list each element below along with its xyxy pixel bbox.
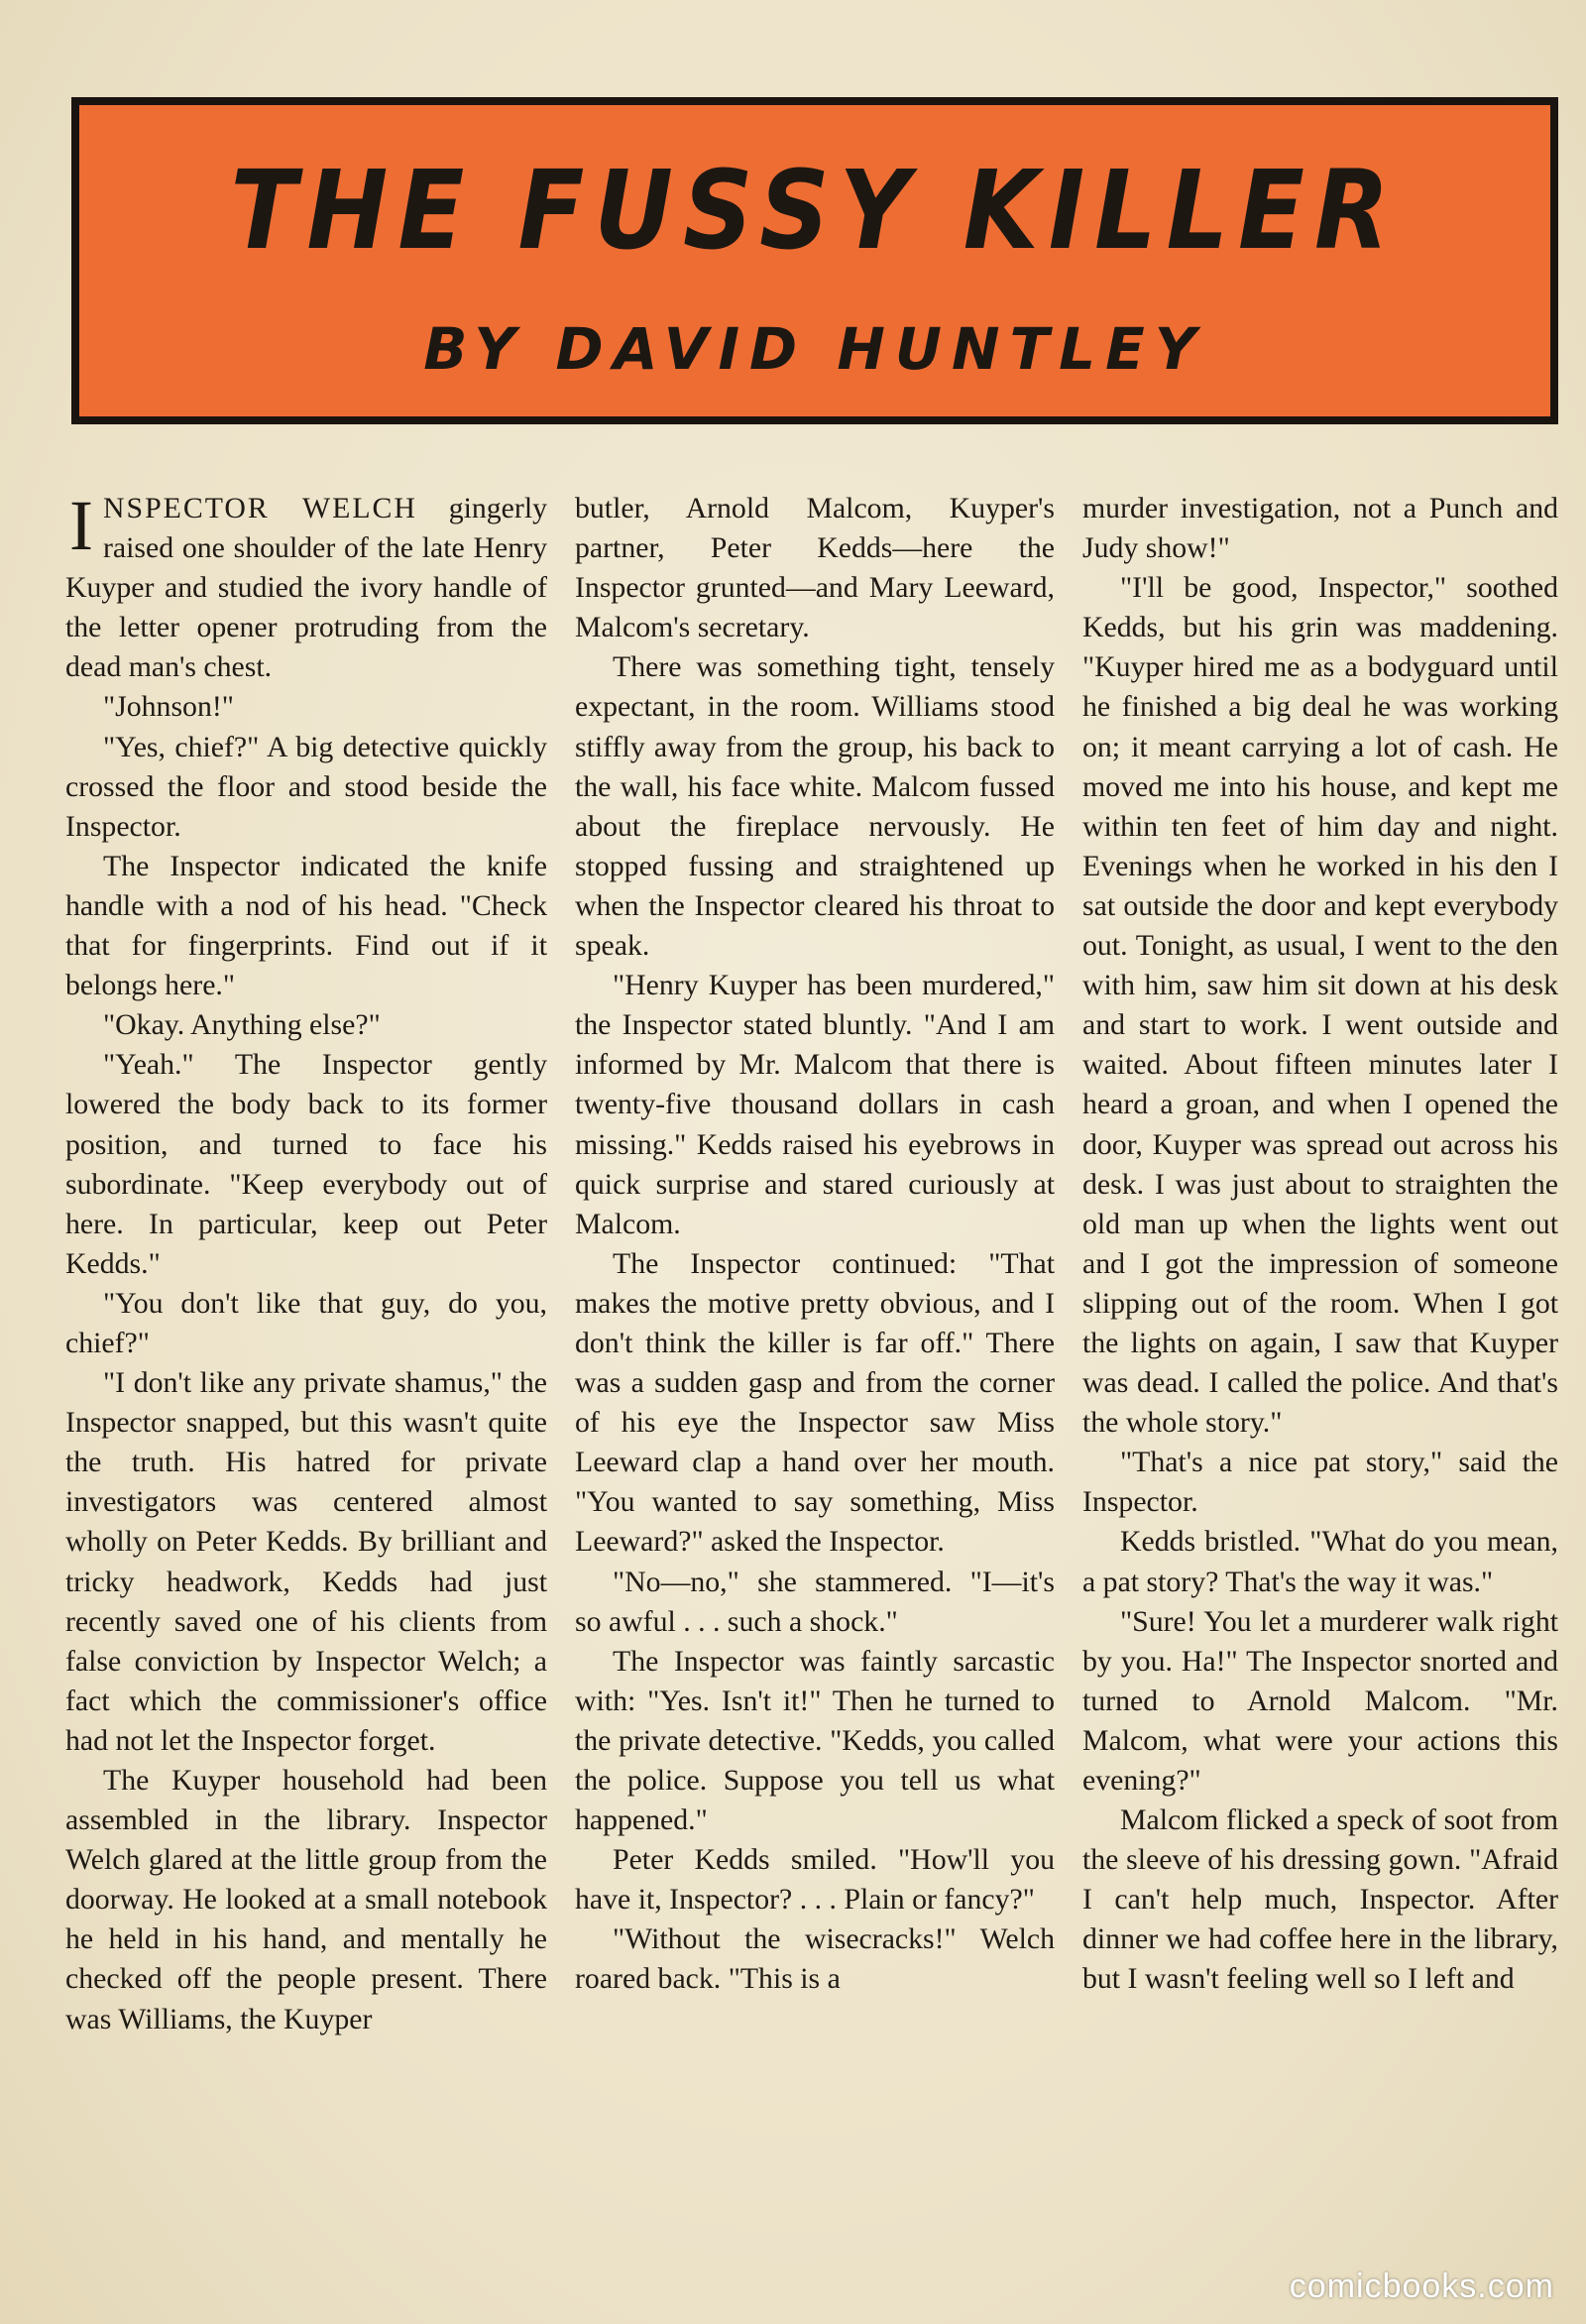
paragraph: "I don't like any private shamus," the Inspector snapped, but this wasn't quite the truth. His hatred for private investigators was centered almost wholly on Peter Kedds. By brilliant and tricky headwork, Kedds had just recently saved one of his clients from false conviction by Inspector Welch; a fact which the commissioner's office had not let the Inspector forget. <box>65 1366 547 1757</box>
paragraph: "Yes, chief?" A big detective quickly crossed the floor and stood beside the Inspector. <box>65 730 547 843</box>
paragraph: "No—no," she stammered. "I—it's so awful . . . such a shock." <box>575 1565 1055 1638</box>
opening-smallcaps: NSPECTOR WELCH <box>102 492 417 524</box>
text-column-1 <box>65 489 547 2175</box>
paragraph: "Without the wisecracks!" Welch roared back. "This is a <box>575 1922 1055 1996</box>
story-title: THE FUSSY KILLER <box>230 148 1400 275</box>
site-watermark: comicbooks.com <box>1289 2267 1554 2305</box>
paragraph: "Sure! You let a murderer walk right by you. Ha!" The Inspector snorted and turned to Arnold Malcom. "Mr. Malcom, what were your actions this evening?" <box>1082 1604 1558 1797</box>
text-column-2 <box>575 489 1055 2175</box>
paragraph: The Kuyper household had been assembled in the library. Inspector Welch glared at the little group from the doorway. He looked at a small notebook he held in his hand, and mentally he checked off the people present. There was Williams, the Kuyper <box>65 1764 547 2035</box>
paragraph: Malcom flicked a speck of soot from the sleeve of his dressing gown. "Afraid I can't help much, Inspector. After dinner we had coffee here in the library, but I wasn't feeling well so I left and <box>1082 1803 1558 1996</box>
continued-paragraph: murder investigation, not a Punch and Judy show!" <box>1082 492 1558 565</box>
paragraph: The Inspector was faintly sarcastic with: "Yes. Isn't it!" Then he turned to the private detective. "Kedds, you called the police. Suppose you tell us what happened." <box>575 1644 1055 1837</box>
paragraph: Kedds bristled. "What do you mean, a pat story? That's the way it was." <box>1082 1525 1558 1598</box>
paragraph: "I'll be good, Inspector," soothed Kedds, but his grin was maddening. "Kuyper hired me as a bodyguard until he finished a big deal he was working on; it meant carrying a lot of cash. He moved me into his house, and kept me within ten feet of him day and night. Evenings when he worked in his den I sat outside the door and kept everybody out. Tonight, as usual, I went to the den with him, saw him sit down at his desk and start to work. I went outside and waited. About fifteen minutes later I heard a groan, and when I opened the door, Kuyper was spread out across his desk. I was just about to straighten the old man up when the lights went out and I got the impression of someone slipping out of the room. When I got the lights on again, I saw that Kuyper was dead. I called the police. And that's the whole story." <box>1082 571 1558 1440</box>
text-column-3 <box>1082 489 1558 2175</box>
paragraph: There was something tight, tensely expectant, in the room. Williams stood stiffly away from the group, his back to the wall, his face white. Malcom fussed about the fireplace nervously. He stopped fussing and straightened up when the Inspector cleared his throat to speak. <box>575 650 1055 963</box>
drop-cap: I <box>69 489 93 565</box>
paragraph: The Inspector continued: "That makes the motive pretty obvious, and I don't think the killer is far off." There was a sudden gasp and from the corner of his eye the Inspector saw Miss Leeward clap a hand over her mouth. "You wanted to say something, Miss Leeward?" asked the Inspector. <box>575 1246 1055 1559</box>
opening-text: gingerly raised one shoulder of the late Henry Kuyper and studied the ivory handle of the letter opener protruding from the dead man's chest. <box>65 492 547 684</box>
paragraph: "Johnson!" <box>103 690 234 724</box>
paragraph: Peter Kedds smiled. "How'll you have it, Inspector? . . . Plain or fancy?" <box>575 1843 1055 1917</box>
opening-paragraph <box>65 489 547 687</box>
paragraph: "Okay. Anything else?" <box>103 1008 381 1042</box>
paragraph: "You don't like that guy, do you, chief?" <box>65 1286 547 1359</box>
story-byline: BY DAVID HUNTLEY <box>423 315 1206 383</box>
paragraph: "Yeah." The Inspector gently lowered the body back to its former position, and turned to face his subordinate. "Keep everybody out of here. In particular, keep out Peter Kedds." <box>65 1048 547 1280</box>
title-banner <box>71 97 1558 424</box>
continued-paragraph: butler, Arnold Malcom, Kuyper's partner, Peter Kedds—here the Inspector grunted—and Mary Leeward, Malcom's secretary. <box>575 492 1055 644</box>
paragraph: "Henry Kuyper has been murdered," the Inspector stated bluntly. "And I am informed by Mr. Malcom that there is twenty-five thousand dollars in cash missing." Kedds raised his eyebrows in quick surprise and stared curiously at Malcom. <box>575 969 1055 1240</box>
paragraph: The Inspector indicated the knife handle with a nod of his head. "Check that for fingerprints. Find out if it belongs here." <box>65 849 547 1002</box>
paragraph: "That's a nice pat story," said the Inspector. <box>1082 1446 1558 1519</box>
